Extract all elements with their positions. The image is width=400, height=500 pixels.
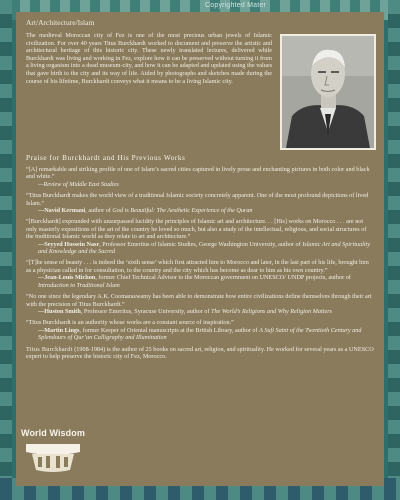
quote-text: “[A] remarkable and striking profile of one of Islam’s sacred cities captured in lively prose and enchanting pictures in both color and black and white.” bbox=[26, 166, 370, 181]
praise-quote bbox=[26, 218, 374, 255]
quote-work-title: Islamic Art and Spirituality and Knowledge and the Sacred bbox=[38, 240, 371, 256]
quote-work-title: A Sufi Saint of the Twentieth Century and Splendours of Qur’an Calligraphy and Illumination bbox=[38, 326, 362, 342]
praise-quote bbox=[26, 293, 374, 315]
quote-work-title: Introduction to Traditional Islam bbox=[38, 281, 120, 289]
quote-author-role: , author of bbox=[85, 207, 113, 215]
quote-author: —Martin Lings bbox=[38, 326, 80, 334]
quote-attribution bbox=[26, 327, 374, 342]
quote-author-role: , former Keeper of Oriental manuscripts at the British Library, author of bbox=[79, 326, 260, 334]
decorative-border-left bbox=[0, 0, 12, 500]
praise-heading: Praise for Burckhardt and His Previous Works bbox=[26, 154, 186, 162]
watermark: Copyrighted Mater bbox=[205, 2, 266, 9]
author-bio bbox=[26, 346, 374, 361]
quote-attribution bbox=[26, 207, 374, 214]
quote-author-role: , former Chief Technical Advisor to the Moroccan government on UNESCO/ UNDP projects, author of bbox=[95, 274, 351, 282]
quote-work-title: The World’s Religions and Why Religion Matters bbox=[211, 307, 333, 315]
bio-text: (1908-1984) is the author of 25 books on sacred art, religion, and spirituality. He worked for several years as a UNESCO expert to help preserve the historic city of Fez, Morocco. bbox=[26, 345, 374, 360]
quote-author-role: , Professor Emeritus, Syracuse University, author of bbox=[80, 307, 212, 315]
quote-text: “No one since the legendary A.K. Coomaraswamy has been able to demonstrate how entire civilizations define themselves through their art with the precision of Titus Burckhardt.” bbox=[26, 293, 372, 308]
quote-attribution bbox=[26, 274, 374, 289]
praise-quote bbox=[26, 166, 374, 188]
quote-text: “[T]he sense of beauty . . . is indeed the ‘sixth sense’ which first attracted him to Morocco and later, in the last part of his life, brought him as a physician called in for consultation, to the country and the city which has become as dear to him as his own country.” bbox=[26, 259, 369, 274]
decorative-border-right bbox=[388, 0, 400, 500]
quote-author: —Jean-Louis Michon bbox=[38, 274, 96, 282]
author-portrait bbox=[280, 34, 376, 150]
quote-attribution bbox=[26, 308, 374, 315]
publisher-logo bbox=[18, 428, 88, 474]
publisher-name: World Wisdom bbox=[21, 428, 85, 438]
category-label: Art/Architecture/Islam bbox=[26, 18, 95, 27]
quote-text: “[Burckhardt] expounded with unsurpassed lucidity the principles of Islamic art and architecture. . . [His] works on Morocco . . . are not only masterly expositions of the art of the country he loved so much, but also a study of the intellectual, religious, and social structures of the traditional Islamic world as they relate to art and architecture.” bbox=[26, 218, 367, 241]
quote-author: —Huston Smith bbox=[38, 307, 81, 315]
quote-attribution bbox=[26, 241, 374, 256]
quote-source: —Review of Middle East Studies bbox=[38, 180, 119, 188]
back-cover-panel bbox=[16, 12, 384, 486]
publisher-emblem-icon bbox=[18, 440, 88, 474]
quote-work-title: God is Beautiful: The Aesthetic Experience of the Quran bbox=[112, 207, 253, 215]
lead-section bbox=[26, 32, 374, 154]
quote-attribution bbox=[26, 181, 374, 188]
praise-quote bbox=[26, 259, 374, 289]
quote-author: —Seyyed Hossein Nasr bbox=[38, 240, 100, 248]
quote-text: “Titus Burckhardt makes the world view of a traditional Islamic society concretely apparent. One of the most profound depictions of lived Islam.” bbox=[26, 192, 369, 207]
praise-quote bbox=[26, 319, 374, 341]
praise-quote bbox=[26, 192, 374, 214]
quote-text: “Titus Burckhardt is an authority whose works are a constant source of inspiration.” bbox=[26, 319, 234, 327]
author-portrait-image bbox=[282, 36, 374, 148]
quote-author-role: , Professor Emeritus of Islamic Studies, George Washington University, author of bbox=[99, 240, 303, 248]
bio-author-name: Titus Burckhardt bbox=[26, 345, 73, 353]
quote-author: —Navid Kermani bbox=[38, 207, 86, 215]
lead-paragraph: The medieval Moroccan city of Fez is one of the most precious urban jewels of Islamic civilization. For over 40 years Titus Burckhardt worked to document and preserve the artistic and architectural heritage of this historic city. These newly translated lectures, delivered while Burckhardt was living and working in Fez, explore how it can be preserved without turning it from a living organism into a dead museum-city, and how it can be adapted and updated using the values that gave birth to the city and its way of life. Aided by photographs and sketches made during the course of his lifetime, Burckhardt conveys what it means to be a living Islamic city. bbox=[26, 32, 272, 85]
